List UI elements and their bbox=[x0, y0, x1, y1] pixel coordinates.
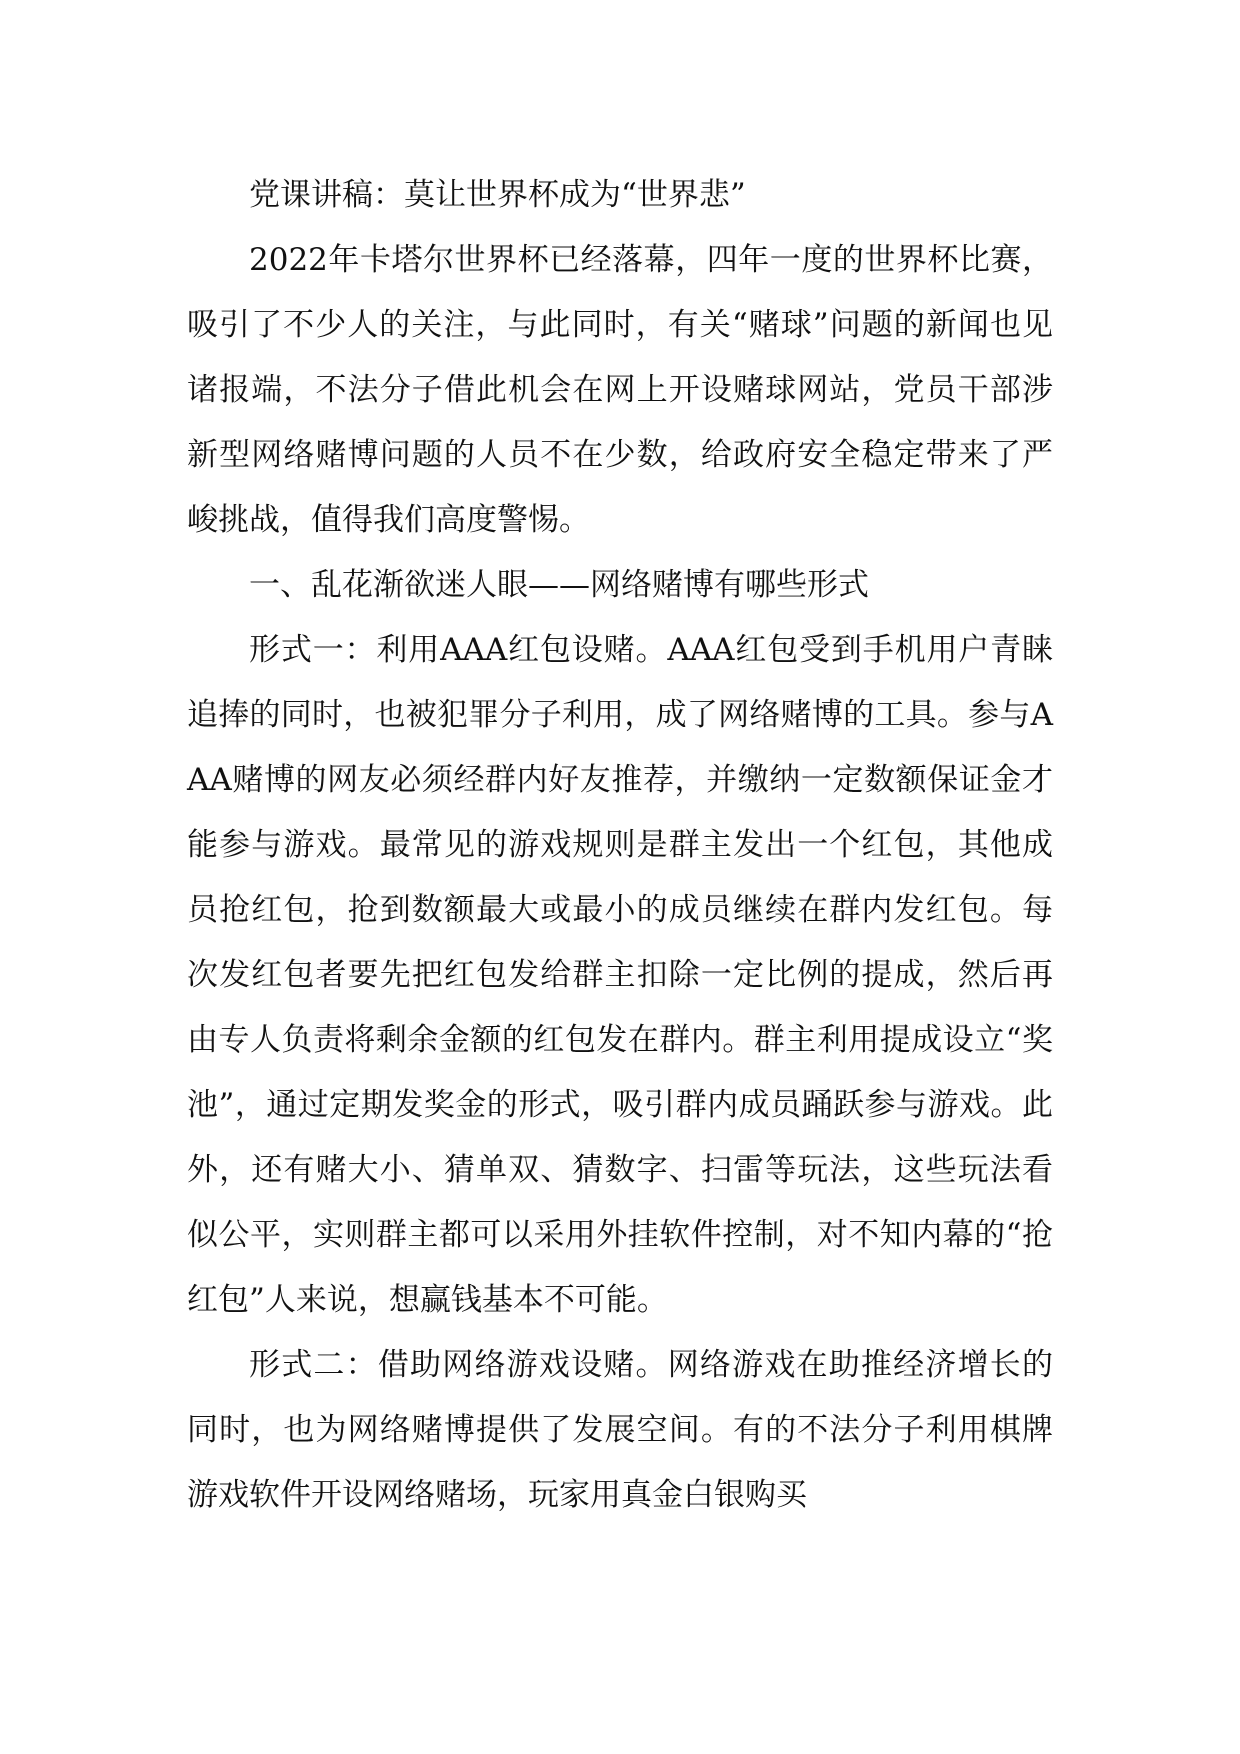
section-heading: 一、乱花渐欲迷人眼——网络赌博有哪些形式 bbox=[249, 567, 869, 603]
paragraph-form-one: 形式一：利用AAA红包设赌。AAA红包受到手机用户青睐追捧的同时，也被犯罪分子利用，成了网络赌博的工具。参与AAA赌博的网友必须经群内好友推荐，并缴纳一定数额保证金才能参与游戏。最常见的游戏规则是群主发出一个红包，其他成员抢红包，抢到数额最大或最小的成员继续在群内发红包。每次发红包者要先把红包发给群主扣除一定比例的提成，然后再由专人负责将剩余金额的红包发在群内。群主利用提成设立“奖池”，通过定期发奖金的形式，吸引群内成员踊跃参与游戏。此外，还有赌大小、猜单双、猜数字、扫雷等玩法，这些玩法看似公平，实则群主都可以采用外挂软件控制，对不知内幕的“抢红包”人来说，想赢钱基本不可能。 bbox=[187, 632, 1053, 1318]
document-body bbox=[187, 163, 1053, 1528]
document-title: 党课讲稿：莫让世界杯成为“世界悲” bbox=[249, 177, 746, 213]
paragraph-intro: 2022年卡塔尔世界杯已经落幕，四年一度的世界杯比赛，吸引了不少人的关注，与此同时，有关“赌球”问题的新闻也见诸报端，不法分子借此机会在网上开设赌球网站，党员干部涉新型网络赌博问题的人员不在少数，给政府安全稳定带来了严峻挑战，值得我们高度警惕。 bbox=[187, 242, 1053, 538]
paragraph-form-two: 形式二：借助网络游戏设赌。网络游戏在助推经济增长的同时，也为网络赌博提供了发展空间。有的不法分子利用棋牌游戏软件开设网络赌场，玩家用真金白银购买 bbox=[187, 1347, 1053, 1513]
